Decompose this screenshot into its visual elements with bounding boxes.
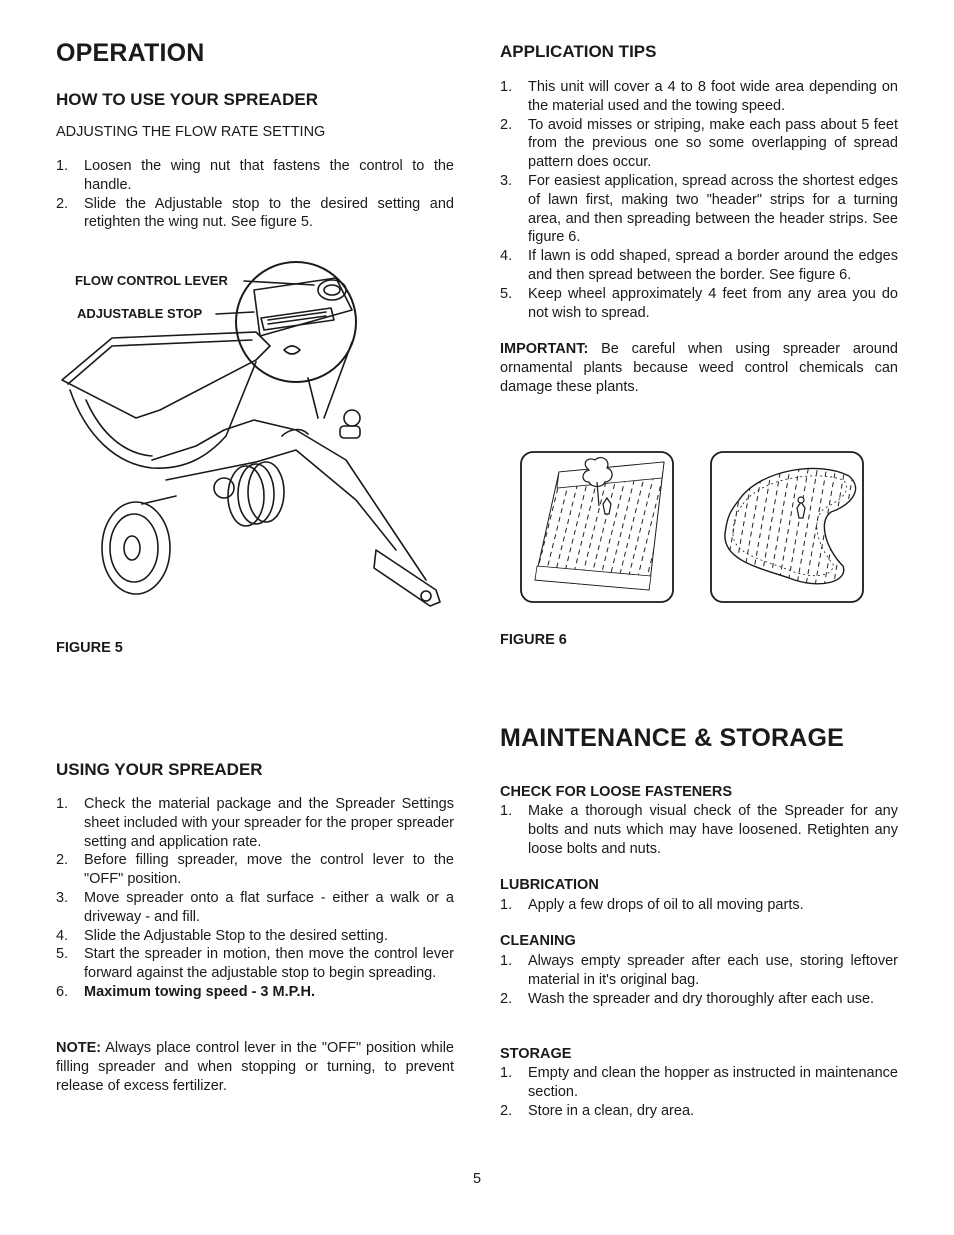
list-item: 2. Slide the Adjustable stop to the desired setting and retighten the wing nut. See figure 5. <box>56 195 454 231</box>
note-paragraph: NOTE: Always place control lever in the "OFF" position while filling spreader and when stopping or turning, to prevent release of excess fertilizer. <box>56 1040 454 1094</box>
list-item: 2. Before filling spreader, move the control lever to the "OFF" position. <box>56 852 454 888</box>
using-list <box>56 795 454 1002</box>
list-item: 2. Wash the spreader and dry thoroughly after each use. <box>500 990 875 1007</box>
flow-rate-subheading: ADJUSTING THE FLOW RATE SETTING <box>56 124 326 140</box>
list-item: 1. Apply a few drops of oil to all moving parts. <box>500 897 804 913</box>
list-item: 1. Always empty spreader after each use, storing leftover material in it's original bag. <box>500 953 898 988</box>
list-item: 1. Loosen the wing nut that fastens the control to the handle. <box>56 158 454 193</box>
loose-fasteners-list <box>500 802 898 858</box>
list-item: 6. Maximum towing speed - 3 M.P.H. <box>56 983 315 1000</box>
lubrication-heading: LUBRICATION <box>500 877 599 893</box>
adjustable-stop-label: ADJUSTABLE STOP <box>77 306 203 321</box>
maintenance-storage-title: MAINTENANCE & STORAGE <box>500 724 845 752</box>
list-item: 1. Empty and clean the hopper as instructed in maintenance section. <box>500 1065 898 1100</box>
lubrication-list <box>500 896 898 915</box>
list-item: 1. This unit will cover a 4 to 8 foot wide area depending on the material used and the towing speed. <box>500 79 898 114</box>
cleaning-list <box>500 952 898 1008</box>
using-heading: USING YOUR SPREADER <box>56 760 263 779</box>
application-tips-heading: APPLICATION TIPS <box>500 42 657 61</box>
list-item: 5. Keep wheel approximately 4 feet from any area you do not wish to spread. <box>500 285 898 321</box>
list-item: 4. If lawn is odd shaped, spread a border around the edges and then spread between the border. See figure 6. <box>500 248 898 283</box>
storage-heading: STORAGE <box>500 1046 572 1062</box>
figure-6-caption: FIGURE 6 <box>500 632 567 648</box>
list-item: 5. Start the spreader in motion, then move the control lever forward against the adjustable stop to begin spreading. <box>56 946 454 982</box>
list-item: 2. To avoid misses or striping, make each pass about 5 feet from the previous one so some overlapping of spread pattern does occur. <box>500 116 898 171</box>
spreader-illustration <box>56 250 466 640</box>
list-item: 1. Check the material package and the Spreader Settings sheet included with your spreader for the proper spreader setting and application rate. <box>56 796 454 850</box>
storage-list <box>500 1064 898 1120</box>
loose-fasteners-heading: CHECK FOR LOOSE FASTENERS <box>500 784 733 800</box>
list-item: 3. For easiest application, spread across the shortest edges of lawn first, making two "header" strips for a turning area, and then spreading between the header strips. See figure 6. <box>500 172 898 246</box>
tips-list <box>500 78 898 322</box>
flow-control-lever-label: FLOW CONTROL LEVER <box>75 273 228 288</box>
important-paragraph: IMPORTANT: Be careful when using spreader around ornamental plants because weed control chemicals can damage these plants. <box>500 341 898 395</box>
list-item: 4. Slide the Adjustable Stop to the desired setting. <box>56 927 388 944</box>
how-to-heading: HOW TO USE YOUR SPREADER <box>56 90 318 109</box>
figure-5-caption: FIGURE 5 <box>56 640 123 656</box>
page-number: 5 <box>472 1171 482 1187</box>
list-item: 2. Store in a clean, dry area. <box>500 1102 695 1119</box>
page-title-operation: OPERATION <box>56 39 205 67</box>
list-item: 3. Move spreader onto a flat surface - either a walk or a driveway - and fill. <box>56 889 454 925</box>
odd-shaped-lawn-pattern-illustration <box>709 450 865 604</box>
list-item: 1. Make a thorough visual check of the Spreader for any bolts and nuts which may have loosened. Retighten any loose bolts and nuts. <box>500 803 898 857</box>
cleaning-heading: CLEANING <box>500 933 576 949</box>
how-to-list <box>56 157 454 232</box>
rectangular-lawn-pattern-illustration <box>519 450 675 604</box>
